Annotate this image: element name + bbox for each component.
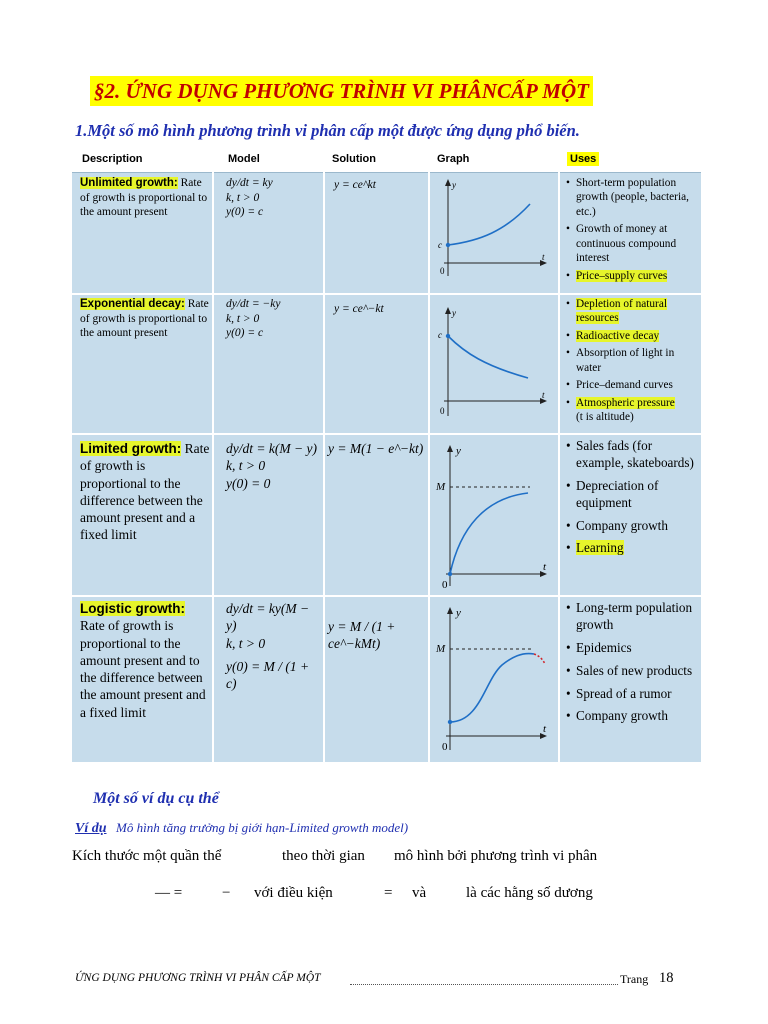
page-number: 18 xyxy=(659,970,674,986)
c-label: c xyxy=(438,330,442,340)
logistic-growth-graph xyxy=(430,600,558,758)
section-heading: 1.Một số mô hình phương trình vi phân cấp một được ứng dụng phổ biến. xyxy=(75,121,580,140)
header-uses: Uses xyxy=(567,152,599,166)
row-limited-model: dy/dt = k(M − y) k, t > 0 y(0) = 0 xyxy=(226,441,317,491)
list-item: • Depletion of natural resources xyxy=(566,297,698,326)
start-point xyxy=(446,334,450,338)
curve xyxy=(448,336,528,378)
c-label: c xyxy=(438,240,442,250)
list-item: • Long-term population growth xyxy=(566,600,698,634)
y-arrow xyxy=(445,179,451,186)
row-decay-model: dy/dt = −ky k, t > 0 y(0) = c xyxy=(226,298,281,340)
unlimited-growth-graph xyxy=(430,176,558,293)
growth-models-table xyxy=(72,148,701,762)
limited-growth-graph xyxy=(430,438,558,594)
examples-heading: Một số ví dụ cụ thể xyxy=(93,790,219,807)
start-point xyxy=(446,243,450,247)
row-limited-description: Limited growth: Rate of growth is proportional to the difference between the amount present and a fixed limit xyxy=(80,441,210,543)
list-item: • Price–supply curves xyxy=(566,269,698,283)
header-graph: Graph xyxy=(437,153,470,165)
altitude-note: (t is altitude) xyxy=(576,411,634,424)
exponential-decay-graph xyxy=(430,298,558,431)
example-text-2: theo thời gian xyxy=(282,848,365,864)
list-item: • Epidemics xyxy=(566,640,698,657)
equation-fragment: — = xyxy=(155,885,183,901)
row-decay-uses xyxy=(566,297,698,425)
list-item: • Depreciation of equipment xyxy=(566,478,698,512)
y-label: y xyxy=(452,180,456,190)
footer-page-label: Trang xyxy=(620,972,649,986)
row-limited-uses xyxy=(566,438,698,563)
t-label: t xyxy=(543,561,547,573)
page-footer xyxy=(75,972,685,984)
column-divider xyxy=(558,172,560,762)
M-label: M xyxy=(436,643,446,655)
column-divider xyxy=(323,172,325,762)
t-label: t xyxy=(543,723,547,735)
list-item: • Price–demand curves xyxy=(566,378,698,392)
header-description: Description xyxy=(82,153,143,165)
example-text-1: Kích thước một quần thể xyxy=(72,848,222,864)
start-point xyxy=(448,720,452,724)
list-item: • Sales of new products xyxy=(566,663,698,680)
y-arrow xyxy=(445,307,451,314)
t-label: t xyxy=(542,390,545,400)
row-decay-solution: y = ce^−kt xyxy=(334,303,384,315)
example-text-3: mô hình bởi phương trình vi phân xyxy=(394,848,598,864)
y-label: y xyxy=(456,607,461,619)
list-item: • Growth of money at continuous compound interest xyxy=(566,222,698,265)
example-title: Mô hình tăng trưởng bị giới hạn-Limited growth model) xyxy=(116,820,409,835)
footer-dotted-leader xyxy=(350,974,618,985)
origin-label: 0 xyxy=(442,579,448,591)
row-unlimited-uses xyxy=(566,176,698,286)
t-label: t xyxy=(542,252,545,262)
y-arrow xyxy=(447,607,453,614)
row-logistic-uses xyxy=(566,600,698,731)
curve xyxy=(450,493,528,574)
row-divider xyxy=(72,595,701,597)
row-decay-description: Exponential decay: Rate of growth is proportional to the amount present xyxy=(80,298,209,340)
curve xyxy=(448,204,530,245)
row-unlimited-description: Unlimited growth: Rate of growth is proportional to the amount present xyxy=(80,177,208,219)
list-item: • Radioactive decay xyxy=(566,329,698,343)
constants-text: là các hằng số dương xyxy=(466,885,593,901)
table-header-row xyxy=(72,148,701,173)
row-logistic-description: Logistic growth: Rate of growth is proportional to the amount present and to the difference between the amount present and a fixed limit xyxy=(80,601,206,720)
page-title: §2. ỨNG DỤNG PHƯƠNG TRÌNH VI PHÂNCẤP MỘT xyxy=(90,76,593,106)
list-item: • Spread of a rumor xyxy=(566,686,698,703)
footer-title: ỨNG DỤNG PHƯƠNG TRÌNH VI PHÂN CẤP MỘT xyxy=(75,972,321,984)
header-solution: Solution xyxy=(332,153,376,165)
list-item: • Absorption of light in water xyxy=(566,346,698,375)
row-divider xyxy=(72,433,701,435)
y-label: y xyxy=(456,445,461,457)
curve-extension xyxy=(534,654,545,664)
equation-fragment: − xyxy=(222,885,231,901)
conjunction-text: và xyxy=(412,885,427,901)
start-point xyxy=(448,572,452,576)
column-divider xyxy=(212,172,214,762)
row-divider xyxy=(72,293,701,295)
row-logistic-solution: y = M / (1 + ce^−kMt) xyxy=(328,619,396,652)
origin-label: 0 xyxy=(440,266,445,276)
row-limited-solution: y = M(1 − e^−kt) xyxy=(328,441,424,456)
list-item: • Short-term population growth (people, bacteria, etc.) xyxy=(566,176,698,219)
M-label: M xyxy=(436,481,446,493)
example-intro xyxy=(75,820,408,837)
curve xyxy=(450,654,534,722)
list-item: • Learning xyxy=(566,540,698,557)
row-unlimited-model: dy/dt = ky k, t > 0 y(0) = c xyxy=(226,177,273,219)
condition-text: với điều kiện xyxy=(254,885,333,901)
example-label: Ví dụ xyxy=(75,821,107,836)
list-item: • Company growth xyxy=(566,518,698,535)
list-item: • Company growth xyxy=(566,708,698,725)
header-model: Model xyxy=(228,153,260,165)
origin-label: 0 xyxy=(440,406,445,416)
origin-label: 0 xyxy=(442,741,448,753)
y-label: y xyxy=(452,308,456,318)
y-arrow xyxy=(447,445,453,452)
row-logistic-model: dy/dt = ky(M − y) k, t > 0 y(0) = M / (1 + c) xyxy=(226,601,310,692)
list-item: • Atmospheric pressure xyxy=(566,396,698,410)
equation-fragment: = xyxy=(384,885,393,901)
row-unlimited-solution: y = ce^kt xyxy=(334,179,376,191)
list-item: • Sales fads (for example, skateboards) xyxy=(566,438,698,472)
